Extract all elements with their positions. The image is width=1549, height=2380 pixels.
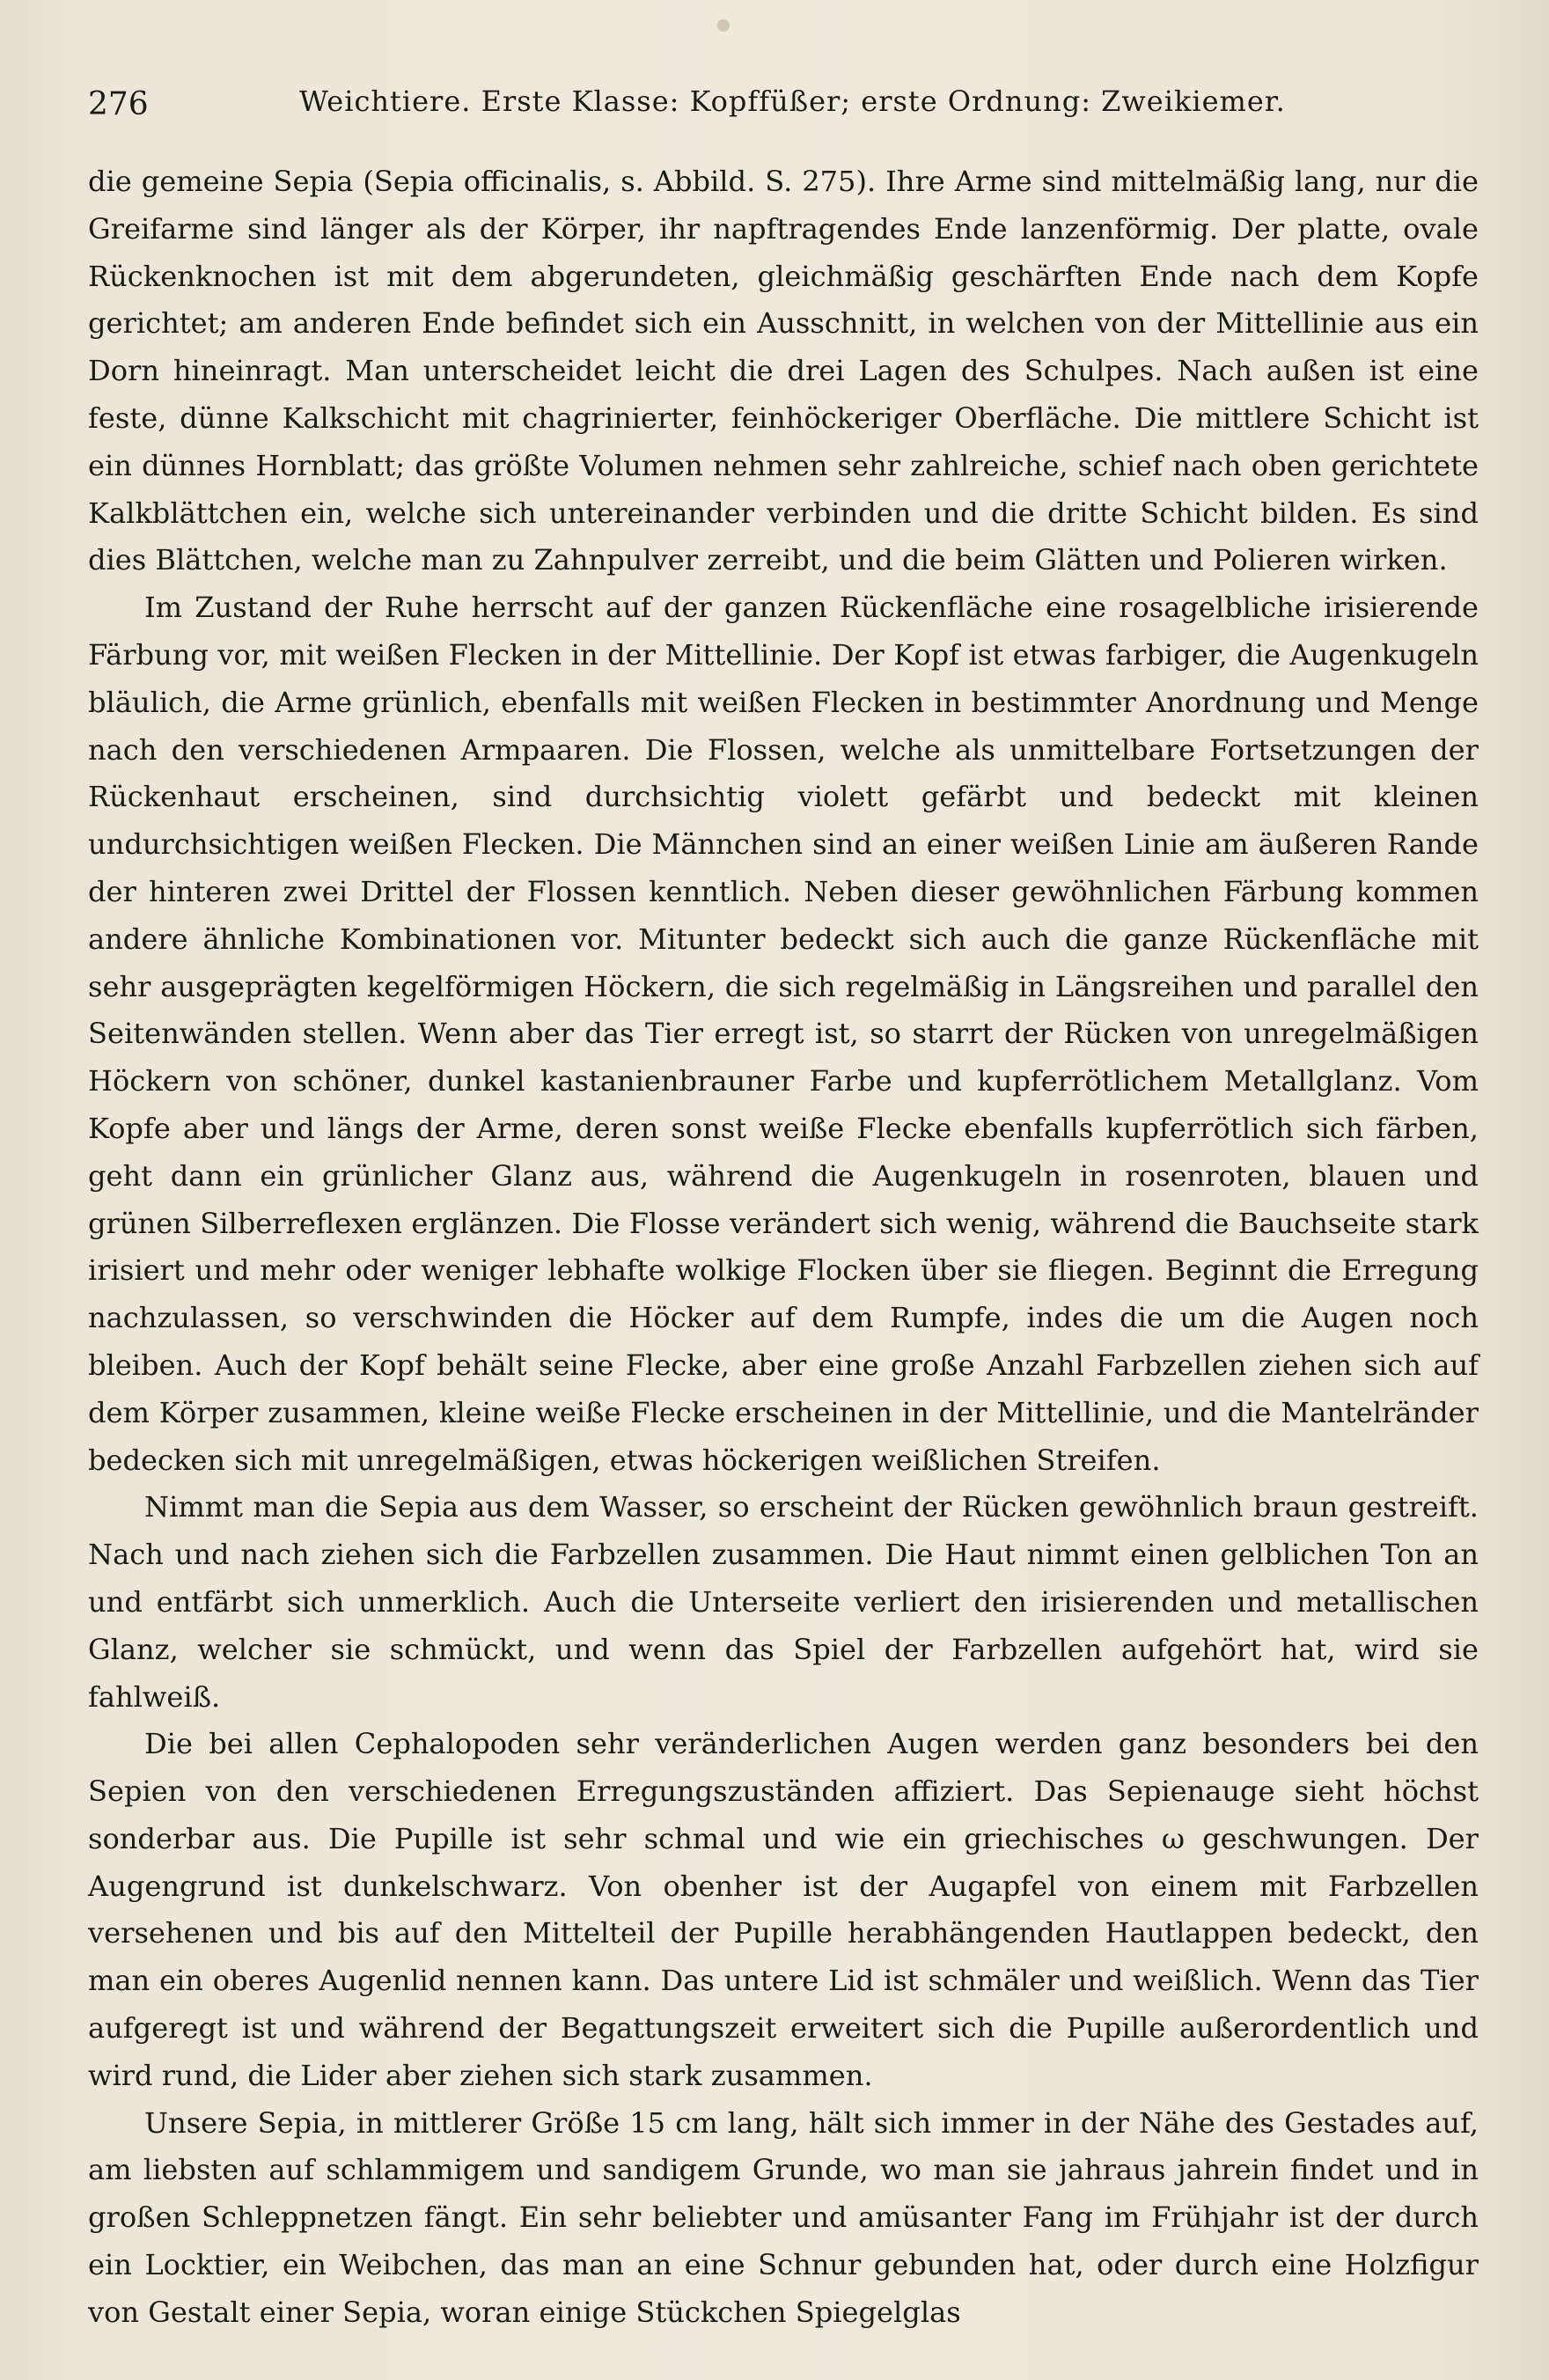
text-block: [88, 79, 1479, 2337]
body-text: [88, 158, 1479, 2337]
paragraph-5: Unsere Sepia, in mittlerer Größe 15 cm lang, hält sich immer in der Nähe des Gestades auf, am liebsten auf schlammigem und sandigem Grunde, wo man sie jahraus jahrein findet und in großen Schleppnetzen fängt. Ein sehr beliebter und amüsanter Fang im Frühjahr ist der durch ein Locktier, ein Weibchen, das man an eine Schnur gebunden hat, oder durch eine Holzfigur von Gestalt einer Sepia, woran einige Stückchen Spiegelglas: [88, 2105, 1479, 2329]
paragraph-1: die gemeine Sepia (Sepia officinalis, s. Abbild. S. 275). Ihre Arme sind mittelmäßig lang, nur die Greifarme sind länger als der Körper, ihr napftragendes Ende lanzenförmig. Der platte, ovale Rückenknochen ist mit dem abgerundeten, gleichmäßig geschärften Ende nach dem Kopfe gerichtet; am anderen Ende befindet sich ein Ausschnitt, in welchen von der Mittellinie aus ein Dorn hineinragt. Man unterscheidet leicht die drei Lagen des Schulpes. Nach außen ist eine feste, dünne Kalkschicht mit chagrinierter, feinhöckeriger Oberfläche. Die mittlere Schicht ist ein dünnes Hornblatt; das größte Volumen nehmen sehr zahlreiche, schief nach oben gerichtete Kalkblättchen ein, welche sich untereinander verbinden und die dritte Schicht bilden. Es sind dies Blättchen, welche man zu Zahnpulver zerreibt, und die beim Glätten und Polieren wirken.: [88, 165, 1479, 577]
paragraph-2: Im Zustand der Ruhe herrscht auf der ganzen Rückenfläche eine rosagelbliche irisierende Färbung vor, mit weißen Flecken in der Mittellinie. Der Kopf ist etwas farbiger, die Augenkugeln bläulich, die Arme grünlich, ebenfalls mit weißen Flecken in bestimmter Anordnung und Menge nach den verschiedenen Armpaaren. Die Flossen, welche als unmittelbare Fortsetzungen der Rückenhaut erscheinen, sind durchsichtig violett gefärbt und bedeckt mit kleinen undurchsichtigen weißen Flecken. Die Männchen sind an einer weißen Linie am äußeren Rande der hinteren zwei Drittel der Flossen kenntlich. Neben dieser gewöhnlichen Färbung kommen andere ähnliche Kombinationen vor. Mitunter bedeckt sich auch die ganze Rückenfläche mit sehr ausgeprägten kegelförmigen Höckern, die sich regelmäßig in Längsreihen und parallel den Seitenwänden stellen. Wenn aber das Tier erregt ist, so starrt der Rücken von unregelmäßigen Höckern von schöner, dunkel kastanienbrauner Farbe und kupferrötlichem Metallglanz. Vom Kopfe aber und längs der Arme, deren sonst weiße Flecke ebenfalls kupferrötlich sich färben, geht dann ein grünlicher Glanz aus, während die Augenkugeln in rosenroten, blauen und grünen Silberreflexen erglänzen. Die Flosse verändert sich wenig, während die Bauchseite stark irisiert und mehr oder weniger lebhafte wolkige Flocken über sie fliegen. Beginnt die Erregung nachzulassen, so verschwinden die Höcker auf dem Rumpfe, indes die um die Augen noch bleiben. Auch der Kopf behält seine Flecke, aber eine große Anzahl Farbzellen ziehen sich auf dem Körper zusammen, kleine weiße Flecke erscheinen in der Mittellinie, und die Mantelränder bedecken sich mit unregelmäßigen, etwas höckerigen weißlichen Streifen.: [88, 591, 1479, 1477]
running-head: Weichtiere. Erste Klasse: Kopffüßer; erste Ordnung: Zweikiemer.: [299, 84, 1286, 118]
paper-spot: [717, 19, 730, 32]
paragraph-4: Die bei allen Cephalopoden sehr veränderlichen Augen werden ganz besonders bei den Sepien von den verschiedenen Erregungszuständen affiziert. Das Sepienauge sieht höchst sonderbar aus. Die Pupille ist sehr schmal und wie ein griechisches ω geschwungen. Der Augengrund ist dunkelschwarz. Von obenher ist der Augapfel von einem mit Farbzellen versehenen und bis auf den Mittelteil der Pupille herabhängenden Hautlappen bedeckt, den man ein oberes Augenlid nennen kann. Das untere Lid ist schmäler und weißlich. Wenn das Tier aufgeregt ist und während der Begattungszeit erweitert sich die Pupille außerordentlich und wird rund, die Lider aber ziehen sich stark zusammen.: [88, 1727, 1479, 2092]
page-number: 276: [88, 86, 149, 122]
paragraph-3: Nimmt man die Sepia aus dem Wasser, so erscheint der Rücken gewöhnlich braun gestreift. Nach und nach ziehen sich die Farbzellen zusammen. Die Haut nimmt einen gelblichen Ton an und entfärbt sich unmerklich. Auch die Unterseite verliert den irisierenden und metallischen Glanz, welcher sie schmückt, und wenn das Spiel der Farbzellen aufgehört hat, wird sie fahlweiß.: [88, 1490, 1479, 1714]
page-header: [88, 79, 1479, 132]
